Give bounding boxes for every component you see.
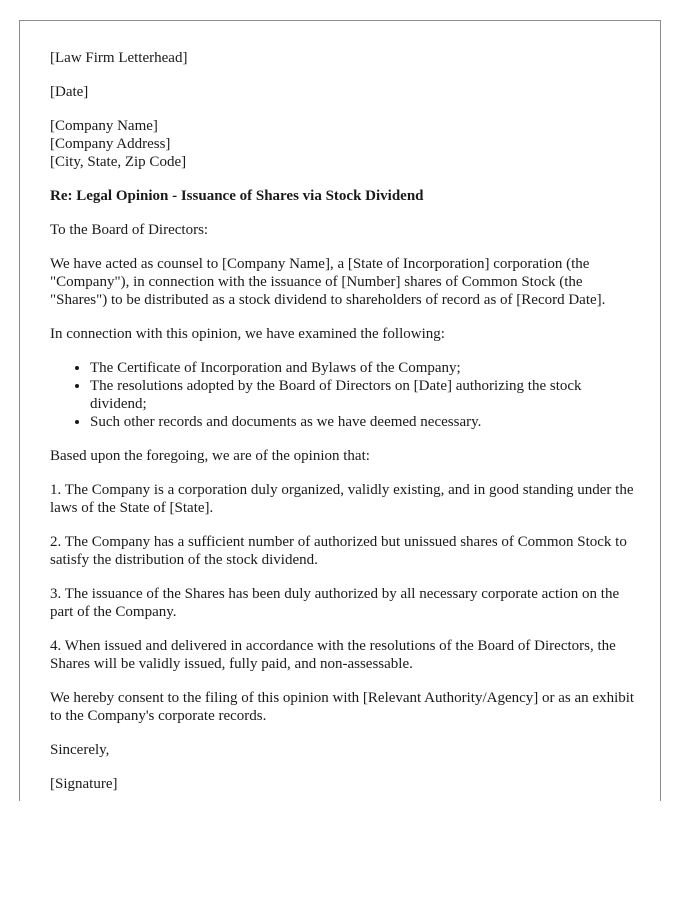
recipient-address: [Company Address]: [50, 136, 171, 152]
examined-list: [50, 359, 640, 431]
signature: [Signature]: [50, 776, 118, 792]
closing: Sincerely,: [50, 742, 110, 758]
opinion-1: 1. The Company is a corporation duly organized, validly existing, and in good standing under the laws of the State of [State].: [50, 482, 634, 516]
examined-intro: In connection with this opinion, we have examined the following:: [50, 326, 445, 342]
salutation: To the Board of Directors:: [50, 222, 209, 238]
examined-item-2: • The resolutions adopted by the Board of Directors on [Date] authorizing the stock dividend;: [90, 377, 640, 413]
letterhead: [Law Firm Letterhead]: [50, 50, 188, 66]
letter-date: [Date]: [50, 84, 89, 100]
recipient-city-state-zip: [City, State, Zip Code]: [50, 154, 187, 170]
opinion-2: 2. The Company has a sufficient number of authorized but unissued shares of Common Stock to satisfy the distribution of the stock dividend.: [50, 534, 627, 568]
letter-page: [19, 20, 661, 801]
examined-item-1: • The Certificate of Incorporation and Bylaws of the Company;: [90, 359, 640, 377]
letter-body: [50, 49, 640, 801]
recipient-address-block: [50, 117, 640, 171]
subject-line: Re: Legal Opinion - Issuance of Shares via Stock Dividend: [50, 188, 424, 204]
opinion-4: 4. When issued and delivered in accordance with the resolutions of the Board of Directors, the Shares will be validly issued, fully paid, and non-assessable.: [50, 638, 616, 672]
recipient-name: [Company Name]: [50, 118, 158, 134]
consent-paragraph: We hereby consent to the filing of this opinion with [Relevant Authority/Agency] or as an exhibit to the Company's corporate records.: [50, 690, 635, 724]
examined-item-3: • Such other records and documents as we have deemed necessary.: [90, 413, 640, 431]
opinion-3: 3. The issuance of the Shares has been duly authorized by all necessary corporate action on the part of the Company.: [50, 586, 620, 620]
intro-paragraph: We have acted as counsel to [Company Name], a [State of Incorporation] corporation (the "Company"), in connection with the issuance of [Number] shares of Common Stock (the "Shares") to be distributed as a stock dividend to shareholders of record as of [Record Date].: [50, 256, 606, 308]
opinion-intro: Based upon the foregoing, we are of the opinion that:: [50, 448, 370, 464]
